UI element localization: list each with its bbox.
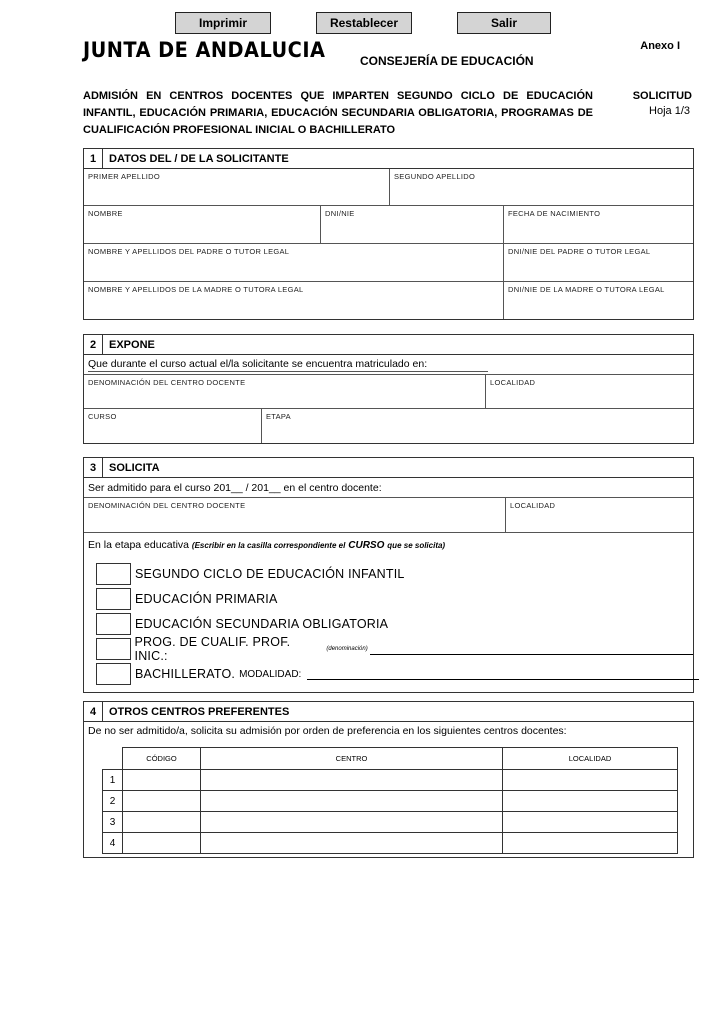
page-indicator: Hoja 1/3 [649, 105, 690, 117]
consejeria-label: CONSEJERÍA DE EDUCACIÓN [360, 54, 534, 68]
centro-cell[interactable] [201, 770, 503, 791]
etapa-note-b: CURSO [348, 540, 385, 551]
field-label: LOCALIDAD [490, 378, 536, 387]
etapa-text: En la etapa educativa [88, 539, 189, 551]
table-row [103, 833, 678, 854]
curso-box-eso[interactable] [96, 613, 131, 635]
table-row [103, 791, 678, 812]
option-label: PROG. DE CUALIF. PROF. INIC.: [134, 635, 291, 663]
row-number: 2 [103, 791, 123, 812]
section-applicant-data [83, 148, 694, 320]
solicita-intro-text: Ser admitido para el curso 201__ / 201__ en el centro docente: [88, 481, 382, 494]
col-codigo: CÓDIGO [123, 748, 201, 770]
row-number: 4 [103, 833, 123, 854]
form-title: ADMISIÓN EN CENTROS DOCENTES QUE IMPARTEN SEGUNDO CICLO DE EDUCACIÓN INFANTIL, EDUCACIÓN PRIMARIA, EDUCACIÓN SECUNDARIA OBLIGATORIA, PROGRAMAS DE CUALIFICACIÓN PROFESIONAL INICIAL O BACHILLERATO [83, 90, 593, 136]
curso-box-pcpi[interactable] [96, 638, 131, 660]
field-label: NOMBRE Y APELLIDOS DEL PADRE O TUTOR LEGAL [88, 247, 290, 256]
field-label: DNI/NIE [325, 209, 355, 218]
section-number: 4 [84, 702, 103, 721]
etapa-instruction [88, 539, 445, 551]
option-label: EDUCACIÓN SECUNDARIA OBLIGATORIA [135, 617, 389, 631]
nombre-field[interactable] [84, 206, 321, 243]
solicita-localidad-field[interactable] [506, 498, 693, 532]
row-number: 1 [103, 770, 123, 791]
localidad-cell[interactable] [503, 770, 678, 791]
expone-centro-field[interactable] [84, 375, 486, 408]
codigo-cell[interactable] [123, 812, 201, 833]
field-label: DNI/NIE DE LA MADRE O TUTORA LEGAL [508, 285, 665, 294]
section-header [84, 458, 693, 478]
etapa-options [84, 533, 693, 691]
curso-box-primaria[interactable] [96, 588, 131, 610]
section-header [84, 149, 693, 169]
field-label: DNI/NIE DEL PADRE O TUTOR LEGAL [508, 247, 651, 256]
field-label: DENOMINACIÓN DEL CENTRO DOCENTE [88, 501, 246, 510]
curso-box-infantil[interactable] [96, 563, 131, 585]
modalidad-line[interactable] [307, 668, 699, 680]
primer-apellido-field[interactable] [84, 169, 390, 205]
table-corner [103, 748, 123, 770]
localidad-cell[interactable] [503, 812, 678, 833]
section-number: 3 [84, 458, 103, 477]
pcpi-denominacion-line[interactable] [370, 643, 693, 655]
option-bachillerato [96, 663, 699, 685]
table-header-row [103, 748, 678, 770]
solicitud-label: SOLICITUD [632, 90, 692, 102]
section-header [84, 702, 693, 722]
centro-cell[interactable] [201, 812, 503, 833]
dni-padre-field[interactable] [504, 244, 693, 281]
solicita-intro [84, 478, 693, 498]
field-label: NOMBRE [88, 209, 123, 218]
field-label: SEGUNDO APELLIDO [394, 172, 476, 181]
codigo-cell[interactable] [123, 791, 201, 812]
print-button[interactable]: Imprimir [175, 12, 271, 34]
expone-localidad-field[interactable] [486, 375, 693, 408]
dni-field[interactable] [321, 206, 504, 243]
expone-intro-text: Que durante el curso actual el/la solicitante se encuentra matriculado en: [88, 358, 488, 372]
section-number: 2 [84, 335, 103, 354]
section-title: EXPONE [109, 338, 155, 351]
modalidad-label: MODALIDAD: [239, 668, 302, 680]
row-number: 3 [103, 812, 123, 833]
dni-madre-field[interactable] [504, 282, 693, 319]
section-solicita [83, 457, 694, 693]
section-title: SOLICITA [109, 461, 160, 474]
option-eso [96, 613, 388, 635]
segundo-apellido-field[interactable] [390, 169, 693, 205]
otros-centros-intro: De no ser admitido/a, solicita su admisión por orden de preferencia en los siguientes centros docentes: [88, 725, 567, 737]
reset-button[interactable]: Restablecer [316, 12, 412, 34]
section-otros-centros [83, 701, 694, 858]
etapa-note-a: (Escribir en la casilla correspondiente el [191, 541, 346, 550]
col-localidad: LOCALIDAD [503, 748, 678, 770]
codigo-cell[interactable] [123, 770, 201, 791]
curso-box-bachillerato[interactable] [96, 663, 131, 685]
solicita-centro-field[interactable] [84, 498, 506, 532]
field-label: CURSO [88, 412, 117, 421]
field-label: FECHA DE NACIMIENTO [508, 209, 601, 218]
expone-etapa-field[interactable] [262, 409, 693, 443]
option-infantil [96, 563, 405, 585]
section-number: 1 [84, 149, 103, 168]
section-expone [83, 334, 694, 444]
centros-table [102, 747, 678, 854]
option-primaria [96, 588, 278, 610]
table-row [103, 770, 678, 791]
junta-logo: JUNTA DE ANDALUCIA [83, 38, 326, 62]
col-centro: CENTRO [201, 748, 503, 770]
option-label: EDUCACIÓN PRIMARIA [135, 592, 278, 606]
field-label: LOCALIDAD [510, 501, 556, 510]
fecha-nacimiento-field[interactable] [504, 206, 693, 243]
etapa-note-c: que se solicita) [387, 541, 446, 550]
centro-cell[interactable] [201, 791, 503, 812]
option-label: SEGUNDO CICLO DE EDUCACIÓN INFANTIL [135, 567, 405, 581]
expone-intro [84, 355, 693, 375]
codigo-cell[interactable] [123, 833, 201, 854]
option-label: BACHILLERATO. [135, 667, 236, 681]
localidad-cell[interactable] [503, 833, 678, 854]
field-label: ETAPA [266, 412, 291, 421]
field-label: NOMBRE Y APELLIDOS DE LA MADRE O TUTORA LEGAL [88, 285, 304, 294]
exit-button[interactable]: Salir [457, 12, 551, 34]
madre-field[interactable] [84, 282, 504, 319]
expone-curso-field[interactable] [84, 409, 262, 443]
anexo-label: Anexo I [640, 40, 680, 52]
table-row [103, 812, 678, 833]
option-pcpi [96, 635, 693, 663]
section-title: OTROS CENTROS PREFERENTES [109, 705, 290, 718]
section-header [84, 335, 693, 355]
padre-field[interactable] [84, 244, 504, 281]
field-label: DENOMINACIÓN DEL CENTRO DOCENTE [88, 378, 246, 387]
localidad-cell[interactable] [503, 791, 678, 812]
centro-cell[interactable] [201, 833, 503, 854]
field-label: PRIMER APELLIDO [88, 172, 161, 181]
section-title: DATOS DEL / DE LA SOLICITANTE [109, 152, 289, 165]
denominacion-hint: (denominación) [326, 646, 368, 652]
